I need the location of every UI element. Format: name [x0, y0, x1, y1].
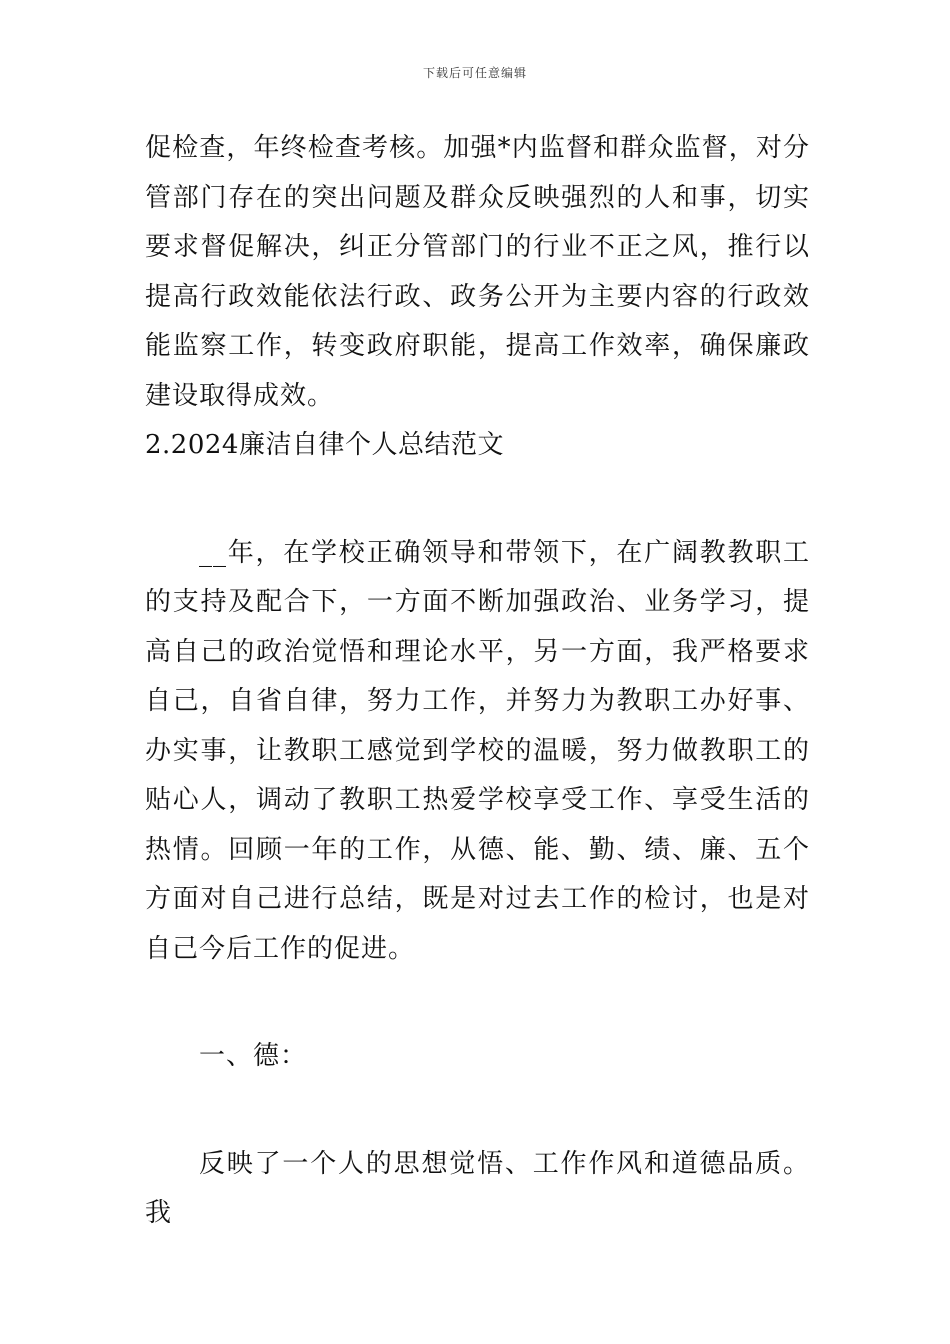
- paragraph-de: 反映了一个人的思想觉悟、工作作风和道德品质。我: [145, 1148, 810, 1228]
- subsection-heading-de: 一、德：: [199, 1041, 308, 1071]
- section-heading-2: 2.2024廉洁自律个人总结范文: [145, 430, 504, 460]
- paragraph-intro: __年，在学校正确领导和带领下，在广阔教教职工的支持及配合下，一方面不断加强政治、业务学习，提高自己的政治觉悟和理论水平，另一方面，我严格要求自己，自省自律，努力工作，并努力为教职工办好事、办实事，让教职工感觉到学校的温暖，努力做教职工的贴心人，调动了教职工热爱学校享受工作、享受生活的热情。回顾一年的工作，从德、能、勤、绩、廉、五个方面对自己进行总结，既是对过去工作的检讨，也是对自己今后工作的促进。: [145, 537, 810, 964]
- paragraph-continuation: 促检查，年终检查考核。加强*内监督和群众监督，对分管部门存在的突出问题及群众反映强烈的人和事，切实要求督促解决，纠正分管部门的行业不正之风，推行以提高行政效能依法行政、政务公开为主要内容的行政效能监察工作，转变政府职能，提高工作效率，确保廉政建设取得成效。: [145, 133, 810, 411]
- page-header: 下载后可任意编辑: [422, 66, 527, 80]
- document-body: [145, 124, 810, 1239]
